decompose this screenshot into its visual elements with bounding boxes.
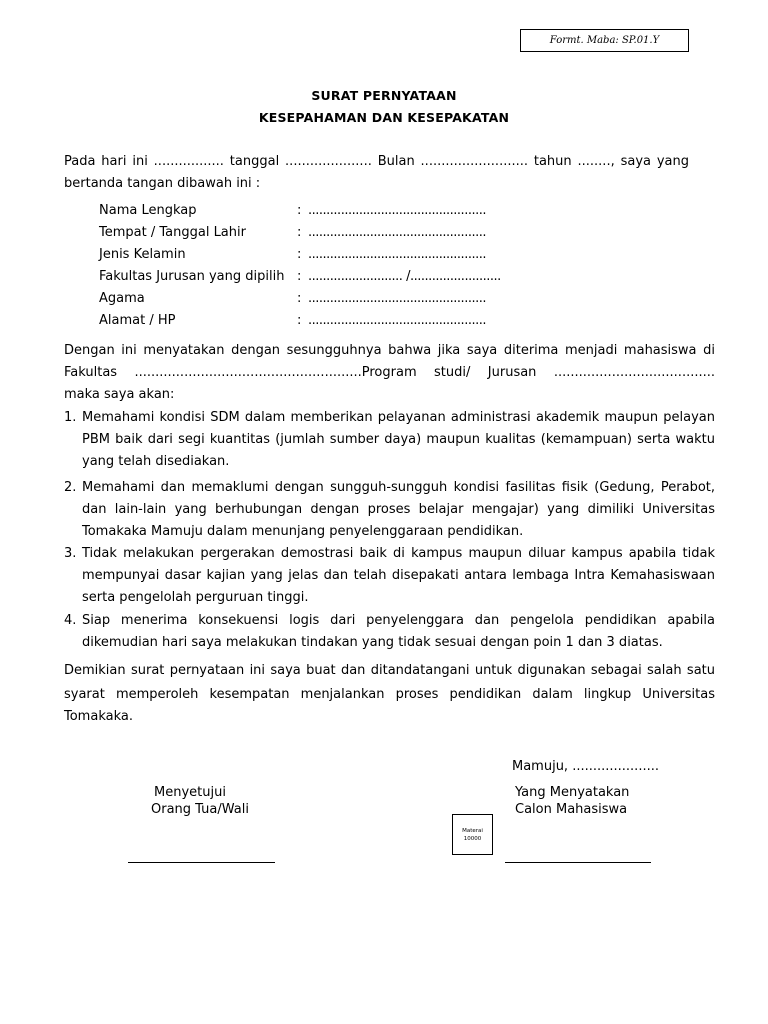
right-signature-line (505, 862, 651, 863)
document-subtitle: KESEPAHAMAN DAN KESEPAKATAN (258, 110, 510, 125)
left-sign-title: Menyetujui (154, 785, 226, 800)
materai-stamp-box (452, 814, 493, 855)
list-line: dan lain-lain yang berhubungan dengan proses belajar mengajar) yang dimiliki Universitas (82, 502, 715, 517)
field-label: Tempat / Tanggal Lahir (99, 225, 246, 240)
list-line: serta pengelolah perguruan tinggi. (82, 590, 309, 605)
place-date: Mamuju, ..................... (512, 759, 659, 774)
left-sign-role: Orang Tua/Wali (151, 802, 249, 817)
format-code-box (520, 29, 689, 52)
field-label: Agama (99, 291, 145, 306)
materai-value: 10000 (463, 835, 482, 842)
field-colon: : (297, 247, 302, 262)
list-number: 2. (64, 480, 77, 495)
list-line: Tomakaka Mamuju dalam menunjang penyelenggaraan pendidikan. (82, 524, 524, 539)
intro-line-2: bertanda tangan dibawah ini : (64, 176, 261, 191)
statement-line-1: Dengan ini menyatakan dengan sesungguhnya bahwa jika saya diterima menjadi mahasiswa di (64, 343, 715, 358)
closing-line-2: syarat memperoleh kesempatan menjalankan proses pendidikan dalam lingkup Universitas (64, 687, 715, 702)
field-value: .......................... /......................... (308, 269, 501, 284)
field-label: Fakultas Jurusan yang dipilih (99, 269, 285, 284)
intro-line-1: Pada hari ini ................. tanggal ..................... Bulan .......................... tahun ........, saya yang (64, 154, 689, 169)
field-colon: : (297, 203, 302, 218)
right-sign-title: Yang Menyatakan (515, 785, 630, 800)
list-line: Memahami dan memaklumi dengan sungguh-sungguh kondisi fasilitas fisik (Gedung, Perabot, (82, 480, 715, 495)
field-value: ................................................. (308, 291, 486, 306)
format-code: Formt. Maba: SP.01.Y (549, 35, 660, 46)
list-number: 3. (64, 546, 77, 561)
field-colon: : (297, 291, 302, 306)
materai-label: Materai (462, 827, 483, 834)
field-label: Nama Lengkap (99, 203, 197, 218)
list-line: PBM baik dari segi kuantitas (jumlah sumber daya) maupun kualitas (kemampuan) serta waktu (82, 432, 715, 447)
left-signature-line (128, 862, 275, 863)
statement-line-3: maka saya akan: (64, 387, 175, 402)
field-value: ................................................. (308, 313, 486, 328)
list-line: yang telah disediakan. (82, 454, 230, 469)
field-label: Alamat / HP (99, 313, 176, 328)
field-value: ................................................. (308, 203, 486, 218)
list-line: Tidak melakukan pergerakan demostrasi baik di kampus maupun diluar kampus apabila tidak (82, 546, 715, 561)
statement-line-2: Fakultas .......................................................Program studi/ Jurusan ....................................... (64, 365, 715, 380)
field-value: ................................................. (308, 247, 486, 262)
list-line: mempunyai dasar kajian yang jelas dan telah disepakati antara lembaga Intra Kemahasiswaan (82, 568, 715, 583)
field-colon: : (297, 225, 302, 240)
field-value: ................................................. (308, 225, 486, 240)
field-label: Jenis Kelamin (99, 247, 186, 262)
field-colon: : (297, 269, 302, 284)
list-line: dikemudian hari saya melakukan tindakan yang tidak sesuai dengan poin 1 dan 3 diatas. (82, 635, 663, 650)
document-title: SURAT PERNYATAAN (311, 88, 457, 103)
field-colon: : (297, 313, 302, 328)
list-number: 4. (64, 613, 77, 628)
closing-line-3: Tomakaka. (64, 709, 133, 724)
list-line: Siap menerima konsekuensi logis dari penyelenggara dan pengelola pendidikan apabila (82, 613, 715, 628)
closing-line-1: Demikian surat pernyataan ini saya buat dan ditandatangani untuk digunakan sebagai salah satu (64, 663, 715, 678)
right-sign-role: Calon Mahasiswa (515, 802, 628, 817)
list-line: Memahami kondisi SDM dalam memberikan pelayanan administrasi akademik maupun pelayan (82, 410, 715, 425)
list-number: 1. (64, 410, 77, 425)
